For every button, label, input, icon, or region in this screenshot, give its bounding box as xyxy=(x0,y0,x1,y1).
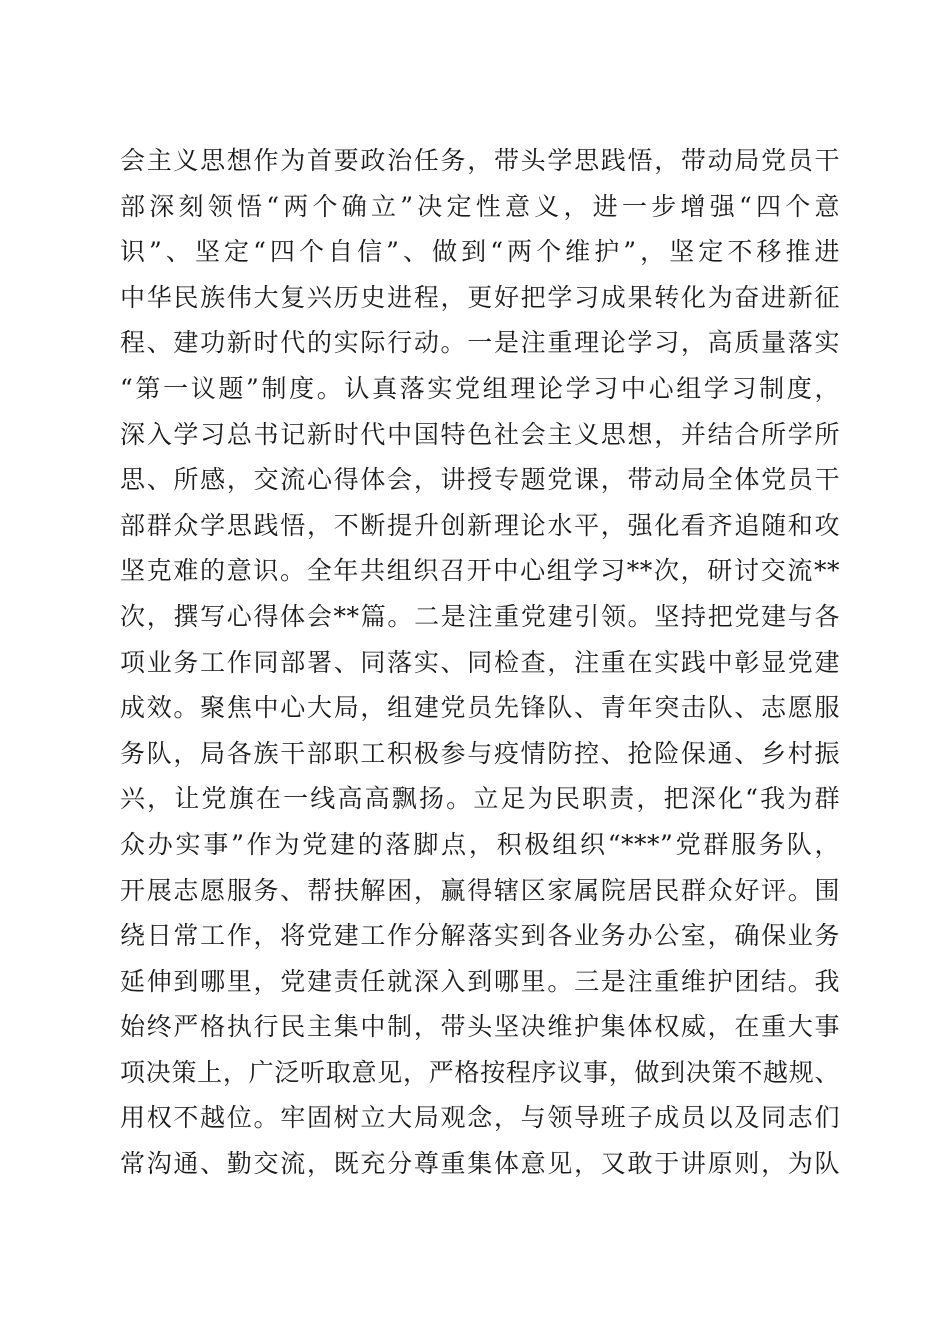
text-line: 众办实事”作为党建的落脚点，积极组织“***”党群服务队， xyxy=(120,829,840,859)
text-line: 中华民族伟大复兴历史进程，更好把学习成果转化为奋进新征 xyxy=(120,282,840,312)
text-line: 思、所感，交流心得体会，讲授专题党课，带动局全体党员干 xyxy=(120,465,840,495)
text-line: 成效。聚焦中心大局，组建党员先锋队、青年突击队、志愿服 xyxy=(120,693,840,723)
text-line: 开展志愿服务、帮扶解困，赢得辖区家属院居民群众好评。围 xyxy=(120,875,840,905)
text-line: 部深刻领悟“两个确立”决定性意义，进一步增强“四个意 xyxy=(120,191,840,221)
text-line: 务队，局各族干部职工积极参与疫情防控、抢险保通、乡村振 xyxy=(120,738,840,768)
text-line: 程、建功新时代的实际行动。一是注重理论学习，高质量落实 xyxy=(120,328,840,358)
text-line: 绕日常工作，将党建工作分解落实到各业务办公室，确保业务 xyxy=(120,921,840,951)
text-line: 深入学习总书记新时代中国特色社会主义思想，并结合所学所 xyxy=(120,419,840,449)
text-line: 部群众学思践悟，不断提升创新理论水平，强化看齐追随和攻 xyxy=(120,510,840,540)
text-line: 用权不越位。牢固树立大局观念，与领导班子成员以及同志们 xyxy=(120,1103,840,1133)
text-line: 兴，让党旗在一线高高飘扬。立足为民职责，把深化“我为群 xyxy=(120,784,840,814)
text-line: 项业务工作同部署、同落实、同检查，注重在实践中彰显党建 xyxy=(120,647,840,677)
text-line: 次，撰写心得体会**篇。二是注重党建引领。坚持把党建与各 xyxy=(120,601,840,631)
text-line: “第一议题”制度。认真落实党组理论学习中心组学习制度， xyxy=(120,373,840,403)
text-line: 常沟通、勤交流，既充分尊重集体意见，又敢于讲原则，为队 xyxy=(120,1149,840,1179)
text-line: 项决策上，广泛听取意见，严格按程序议事，做到决策不越规、 xyxy=(120,1057,840,1087)
text-line: 延伸到哪里，党建责任就深入到哪里。三是注重维护团结。我 xyxy=(120,966,840,996)
text-line: 始终严格执行民主集中制，带头坚决维护集体权威，在重大事 xyxy=(120,1012,840,1042)
text-line: 坚克难的意识。全年共组织召开中心组学习**次，研讨交流** xyxy=(120,556,840,586)
text-line: 会主义思想作为首要政治任务，带头学思践悟，带动局党员干 xyxy=(120,146,840,175)
text-line: 识”、坚定“四个自信”、做到“两个维护”，坚定不移推进 xyxy=(120,237,840,267)
body-paragraph xyxy=(120,138,840,1187)
